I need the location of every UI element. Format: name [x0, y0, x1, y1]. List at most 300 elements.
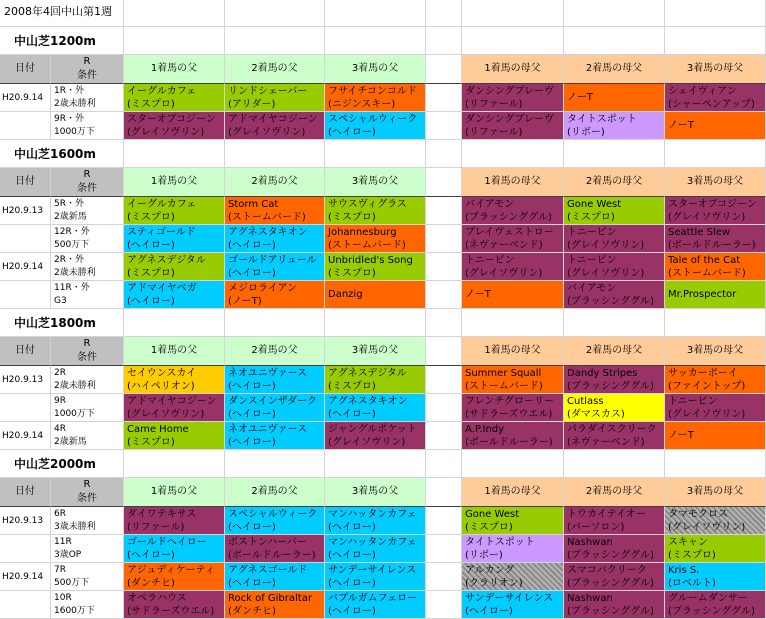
- empty-cell[interactable]: [564, 27, 665, 55]
- sire-name: Rock of Gibraltar: [228, 592, 312, 604]
- empty-cell[interactable]: [665, 140, 766, 168]
- empty-cell[interactable]: [325, 140, 426, 168]
- damsire-cell[interactable]: [665, 84, 766, 112]
- race-date: [0, 84, 51, 112]
- sire-cell[interactable]: [124, 253, 225, 281]
- damsire-line: (リファール): [465, 98, 523, 110]
- damsire-cell[interactable]: [665, 197, 766, 225]
- damsire-name: Summer Squall: [465, 367, 542, 379]
- sire-cell[interactable]: [325, 253, 426, 281]
- header-date-text: 日付: [15, 63, 35, 74]
- sire-line: (ヘイロー): [127, 549, 175, 561]
- damsire-name: Tale of the Cat: [668, 254, 741, 266]
- sire-line: (ノーT): [228, 295, 262, 307]
- empty-cell[interactable]: [426, 450, 462, 478]
- header-sire-text: 1着馬の父: [150, 63, 198, 74]
- damsire-cell[interactable]: [564, 84, 665, 112]
- sire-name: スペシャルウィーク: [228, 508, 318, 520]
- damsire-name: ノーT: [668, 120, 694, 131]
- sire-line: (ヘイロー): [228, 239, 276, 251]
- sire-name: アグネスデジタル: [328, 367, 407, 379]
- header-sire-text: 3着馬の父: [351, 345, 399, 356]
- empty-cell[interactable]: [426, 140, 462, 168]
- sire-cell[interactable]: [124, 281, 225, 309]
- damsire-cell[interactable]: [665, 394, 766, 422]
- empty-cell[interactable]: [325, 27, 426, 55]
- spacer-cell[interactable]: [426, 394, 462, 422]
- damsire-cell[interactable]: [462, 535, 564, 563]
- header-damsire: [665, 55, 766, 84]
- damsire-name: トニービン: [465, 254, 515, 266]
- damsire-cell[interactable]: [665, 112, 766, 140]
- header-sire: [124, 55, 225, 84]
- race-date: [0, 507, 51, 535]
- race-info: [51, 535, 124, 563]
- damsire-cell[interactable]: [564, 507, 665, 535]
- header-sire-text: 3着馬の父: [351, 63, 399, 74]
- sire-name: バブルガムフェロー: [328, 592, 418, 604]
- spacer-cell[interactable]: [426, 591, 462, 619]
- sire-name: Storm Cat: [228, 198, 279, 210]
- sire-line: (ミスプロ): [328, 267, 376, 279]
- damsire-cell[interactable]: [665, 281, 766, 309]
- sire-cell[interactable]: [124, 563, 225, 591]
- damsire-name: Mr.Prospector: [668, 289, 737, 300]
- sire-line: (ミスプロ): [328, 380, 376, 392]
- damsire-line: (ネヴァーベンド): [465, 239, 543, 251]
- race-condition: 2歳未勝利: [54, 380, 96, 391]
- damsire-line: (ミスプロ): [668, 549, 716, 561]
- sire-cell[interactable]: [325, 366, 426, 394]
- empty-cell[interactable]: [124, 0, 225, 27]
- race-number: 4R: [54, 423, 66, 434]
- damsire-cell[interactable]: [665, 535, 766, 563]
- damsire-line: (グレイソヴリン): [567, 267, 645, 279]
- header-sire: [225, 168, 325, 197]
- header-damsire-text: 3着馬の母父: [686, 63, 744, 74]
- spacer-cell[interactable]: [426, 422, 462, 450]
- empty-cell[interactable]: [564, 0, 665, 27]
- header-sire-text: 3着馬の父: [351, 176, 399, 187]
- damsire-name: Nashwan: [567, 592, 613, 604]
- damsire-cell[interactable]: [564, 422, 665, 450]
- sire-name: マンハッタンカフェ: [328, 508, 417, 520]
- damsire-name: タイトスポット: [465, 536, 535, 548]
- sire-cell[interactable]: [225, 422, 325, 450]
- race-info: [51, 563, 124, 591]
- sire-cell[interactable]: [325, 591, 426, 619]
- section-title: [0, 450, 124, 478]
- damsire-line: (シャーペンアップ): [668, 98, 755, 110]
- damsire-line: (グレイソヴリン): [567, 239, 645, 251]
- damsire-cell[interactable]: [462, 591, 564, 619]
- damsire-name: Dandy Stripes: [567, 367, 638, 379]
- sire-name: ダンスインザダーク: [228, 395, 318, 407]
- damsire-cell[interactable]: [564, 591, 665, 619]
- damsire-name: ノーT: [567, 92, 593, 103]
- sire-cell[interactable]: [325, 225, 426, 253]
- spacer-cell[interactable]: [426, 55, 462, 84]
- sire-cell[interactable]: [225, 197, 325, 225]
- section-title: [0, 140, 124, 168]
- damsire-name: パラダイスクリーク: [567, 423, 657, 435]
- sire-line: (ミスプロ): [127, 436, 175, 448]
- empty-cell[interactable]: [225, 309, 325, 337]
- sire-name: サウスヴィグラス: [328, 198, 407, 210]
- damsire-line: (グレイソヴリン): [465, 267, 543, 279]
- damsire-cell[interactable]: [564, 197, 665, 225]
- damsire-cell[interactable]: [462, 422, 564, 450]
- empty-cell[interactable]: [124, 27, 225, 55]
- sire-cell[interactable]: [124, 591, 225, 619]
- damsire-cell[interactable]: [462, 366, 564, 394]
- spacer-cell[interactable]: [426, 478, 462, 507]
- sire-name: イーグルカフェ: [127, 198, 197, 210]
- damsire-name: タマモクロス: [668, 508, 728, 520]
- empty-cell[interactable]: [462, 140, 564, 168]
- sire-cell[interactable]: [225, 84, 325, 112]
- sire-name: スペシャルウィーク: [328, 113, 418, 125]
- section-title: [0, 309, 124, 337]
- header-damsire: [665, 337, 766, 366]
- damsire-cell[interactable]: [665, 563, 766, 591]
- empty-cell[interactable]: [462, 309, 564, 337]
- damsire-cell[interactable]: [665, 366, 766, 394]
- empty-cell[interactable]: [665, 309, 766, 337]
- sire-cell[interactable]: [225, 535, 325, 563]
- damsire-name: タイトスポット: [567, 113, 637, 125]
- sire-cell[interactable]: [124, 84, 225, 112]
- header-damsire: [564, 168, 665, 197]
- damsire-cell[interactable]: [462, 84, 564, 112]
- damsire-cell[interactable]: [564, 563, 665, 591]
- sire-cell[interactable]: [325, 394, 426, 422]
- header-damsire-text: 2着馬の母父: [585, 63, 643, 74]
- section-title-text: 中山芝1800m: [14, 316, 96, 330]
- spacer-cell[interactable]: [426, 507, 462, 535]
- sire-name: ゴールドヘイロー: [127, 536, 207, 548]
- race-condition: 2歳未勝利: [54, 98, 96, 109]
- sire-line: (ミスプロ): [328, 211, 376, 223]
- header-damsire-text: 3着馬の母父: [686, 486, 744, 497]
- section-title-text: 中山芝1600m: [14, 147, 96, 161]
- sire-line: (ヘイロー): [328, 408, 376, 420]
- race-number: 11R・外: [54, 282, 90, 293]
- damsire-cell[interactable]: [462, 253, 564, 281]
- sire-line: (ダンチヒ): [228, 605, 276, 617]
- empty-cell[interactable]: [462, 27, 564, 55]
- damsire-cell[interactable]: [564, 366, 665, 394]
- damsire-line: (ストームバード): [668, 267, 746, 279]
- damsire-name: ノーT: [668, 430, 694, 441]
- spacer-cell[interactable]: [426, 112, 462, 140]
- empty-cell[interactable]: [426, 0, 462, 27]
- race-condition: 2歳新馬: [54, 436, 87, 447]
- spacer-cell[interactable]: [426, 337, 462, 366]
- empty-cell[interactable]: [124, 309, 225, 337]
- sire-name: アドマイヤコジーン: [228, 113, 318, 125]
- empty-cell[interactable]: [426, 27, 462, 55]
- header-sire: [325, 337, 426, 366]
- header-damsire-text: 1着馬の母父: [484, 345, 541, 356]
- race-condition: 2歳新馬: [54, 211, 87, 222]
- header-race-top: R: [83, 56, 91, 67]
- damsire-name: トニービン: [668, 395, 718, 407]
- damsire-cell[interactable]: [564, 394, 665, 422]
- sire-name: ボストンハーバー: [228, 536, 307, 548]
- damsire-cell[interactable]: [462, 197, 564, 225]
- race-date: [0, 394, 51, 422]
- spacer-cell[interactable]: [426, 225, 462, 253]
- damsire-cell[interactable]: [462, 507, 564, 535]
- sire-cell[interactable]: [225, 591, 325, 619]
- sire-cell[interactable]: [225, 112, 325, 140]
- sire-cell[interactable]: [225, 253, 325, 281]
- sire-name: アグネスデジタル: [127, 254, 206, 266]
- header-race: [51, 478, 124, 507]
- sire-line: (ヘイロー): [328, 549, 376, 561]
- damsire-line: (ミスプロ): [567, 211, 615, 223]
- damsire-cell[interactable]: [462, 563, 564, 591]
- damsire-name: サンデーサイレンス: [465, 592, 554, 604]
- empty-cell[interactable]: [325, 309, 426, 337]
- header-date: [0, 55, 51, 84]
- damsire-line: (ヘイロー): [465, 605, 513, 617]
- damsire-name: Nashwan: [567, 536, 613, 548]
- sire-line: (ヘイロー): [328, 605, 376, 617]
- damsire-cell[interactable]: [564, 281, 665, 309]
- sire-name: ゴールドアリュール: [228, 254, 317, 266]
- header-damsire: [564, 478, 665, 507]
- damsire-cell[interactable]: [462, 225, 564, 253]
- race-date-text: H20.9.13: [2, 374, 44, 385]
- header-date-text: 日付: [15, 176, 35, 187]
- spacer-cell[interactable]: [426, 253, 462, 281]
- sire-cell[interactable]: [325, 535, 426, 563]
- header-race-bottom: 条件: [77, 70, 97, 81]
- empty-cell[interactable]: [564, 309, 665, 337]
- sire-line: (ヘイロー): [328, 126, 376, 138]
- damsire-name: Seattle Slew: [668, 226, 731, 238]
- empty-cell[interactable]: [462, 450, 564, 478]
- section-title-text: 中山芝1200m: [14, 34, 96, 48]
- empty-cell[interactable]: [325, 450, 426, 478]
- damsire-name: トニービン: [567, 226, 617, 238]
- sire-line: (グレイソヴリン): [228, 126, 306, 138]
- header-sire: [124, 337, 225, 366]
- race-date: [0, 112, 51, 140]
- race-date: [0, 197, 51, 225]
- empty-cell[interactable]: [225, 140, 325, 168]
- sire-cell[interactable]: [124, 225, 225, 253]
- damsire-cell[interactable]: [462, 394, 564, 422]
- sire-line: (ハイペリオン): [127, 380, 195, 392]
- sire-line: (ダンチヒ): [127, 577, 175, 589]
- spacer-cell[interactable]: [426, 563, 462, 591]
- empty-cell[interactable]: [225, 0, 325, 27]
- sire-cell[interactable]: [325, 84, 426, 112]
- sire-cell[interactable]: [225, 394, 325, 422]
- header-damsire-text: 2着馬の母父: [585, 486, 643, 497]
- sire-cell[interactable]: [225, 225, 325, 253]
- sire-line: (ミスプロ): [127, 211, 175, 223]
- empty-cell[interactable]: [564, 450, 665, 478]
- header-damsire: [665, 168, 766, 197]
- sire-line: (グレイソヴリン): [328, 436, 406, 448]
- sire-name: サンデーサイレンス: [328, 564, 417, 576]
- race-condition: 3歳未勝利: [54, 521, 96, 532]
- sire-name: リンドシェーバー: [228, 85, 308, 97]
- spacer-cell[interactable]: [426, 366, 462, 394]
- damsire-name: シェイヴィアン: [668, 85, 737, 97]
- damsire-name: ブレイヴェストロー: [465, 226, 554, 238]
- empty-cell[interactable]: [124, 140, 225, 168]
- sire-cell[interactable]: [325, 281, 426, 309]
- header-race: [51, 168, 124, 197]
- sire-cell[interactable]: [124, 394, 225, 422]
- damsire-name: バイアモン: [567, 282, 617, 294]
- sire-line: (グレイソヴリン): [127, 126, 205, 138]
- damsire-cell[interactable]: [564, 253, 665, 281]
- empty-cell[interactable]: [665, 0, 766, 27]
- sire-cell[interactable]: [124, 535, 225, 563]
- sire-name: イーグルカフェ: [127, 85, 197, 97]
- race-date-text: H20.9.14: [2, 261, 44, 272]
- sire-cell[interactable]: [225, 563, 325, 591]
- damsire-line: (ボールドルーラー): [465, 436, 553, 448]
- race-info: [51, 197, 124, 225]
- sire-cell[interactable]: [225, 507, 325, 535]
- empty-cell[interactable]: [426, 309, 462, 337]
- header-damsire: [462, 168, 564, 197]
- empty-cell[interactable]: [225, 27, 325, 55]
- race-date-text: H20.9.13: [2, 205, 44, 216]
- damsire-name: フレンチグローリー: [465, 395, 554, 407]
- sire-cell[interactable]: [325, 422, 426, 450]
- damsire-line: (パーソロン): [567, 521, 625, 533]
- damsire-line: (クラリオン): [465, 577, 523, 589]
- race-number: 9R・外: [54, 113, 84, 124]
- damsire-name: アルカング: [465, 564, 515, 576]
- empty-cell[interactable]: [225, 450, 325, 478]
- sire-name: スティゴールド: [127, 226, 196, 238]
- damsire-cell[interactable]: [665, 591, 766, 619]
- race-date-text: H20.9.14: [2, 92, 44, 103]
- damsire-cell[interactable]: [665, 422, 766, 450]
- damsire-cell[interactable]: [665, 225, 766, 253]
- header-sire-text: 2着馬の父: [251, 63, 298, 74]
- sire-line: (ミスプロ): [127, 98, 175, 110]
- damsire-name: ノーT: [465, 289, 491, 300]
- sire-cell[interactable]: [325, 563, 426, 591]
- damsire-cell[interactable]: [564, 112, 665, 140]
- header-damsire: [462, 55, 564, 84]
- spacer-cell[interactable]: [426, 84, 462, 112]
- damsire-cell[interactable]: [564, 225, 665, 253]
- sire-line: (ヘイロー): [228, 521, 276, 533]
- sire-name: アドマイヤベガ: [127, 282, 197, 294]
- damsire-name: Gone West: [465, 508, 520, 520]
- empty-cell[interactable]: [462, 0, 564, 27]
- damsire-line: (ブラッシンググル): [567, 549, 654, 561]
- race-number: 6R: [54, 508, 66, 519]
- race-number: 11R: [54, 536, 72, 547]
- sire-cell[interactable]: [225, 366, 325, 394]
- sire-cell[interactable]: [124, 422, 225, 450]
- sire-cell[interactable]: [325, 112, 426, 140]
- sheet-title-text: 2008年4回中山第1週: [4, 5, 112, 18]
- sire-cell[interactable]: [225, 281, 325, 309]
- damsire-name: グルームダンサー: [668, 592, 748, 604]
- damsire-name: スキャン: [668, 536, 708, 548]
- sire-name: メジロライアン: [228, 282, 297, 294]
- header-sire-text: 3着馬の父: [351, 486, 399, 497]
- spacer-cell[interactable]: [426, 197, 462, 225]
- sire-name: アジュディケーティ: [127, 564, 215, 576]
- empty-cell[interactable]: [665, 27, 766, 55]
- race-date: [0, 253, 51, 281]
- sire-name: Johannesburg: [328, 226, 397, 238]
- race-date: [0, 563, 51, 591]
- damsire-cell[interactable]: [665, 507, 766, 535]
- sire-line: (ヘイロー): [228, 380, 276, 392]
- sire-line: (リファール): [127, 521, 185, 533]
- race-info: [51, 394, 124, 422]
- sire-cell[interactable]: [124, 197, 225, 225]
- spacer-cell[interactable]: [426, 168, 462, 197]
- header-sire: [225, 55, 325, 84]
- sire-name: アグネスタキオン: [228, 226, 308, 238]
- spacer-cell[interactable]: [426, 281, 462, 309]
- damsire-name: スマコバクリーク: [567, 564, 647, 576]
- header-date-text: 日付: [15, 345, 35, 356]
- damsire-cell[interactable]: [462, 112, 564, 140]
- damsire-cell[interactable]: [462, 281, 564, 309]
- sire-name: ネオユニヴァース: [228, 367, 307, 379]
- sire-line: (ヘイロー): [328, 577, 376, 589]
- damsire-line: (グレイソヴリン): [668, 211, 746, 223]
- sire-cell[interactable]: [325, 507, 426, 535]
- header-damsire: [462, 337, 564, 366]
- damsire-name: Kris S.: [668, 564, 700, 576]
- header-race-bottom: 条件: [77, 183, 97, 194]
- sire-line: (ミスプロ): [127, 267, 175, 279]
- damsire-line: (ブラッシンググル): [465, 211, 552, 223]
- damsire-line: (リボー): [567, 126, 605, 138]
- spacer-cell[interactable]: [426, 535, 462, 563]
- damsire-cell[interactable]: [564, 535, 665, 563]
- header-sire-text: 1着馬の父: [150, 486, 198, 497]
- sire-cell[interactable]: [124, 507, 225, 535]
- damsire-cell[interactable]: [665, 253, 766, 281]
- empty-cell[interactable]: [564, 140, 665, 168]
- sire-name: オペラハウス: [127, 592, 187, 604]
- race-info: [51, 84, 124, 112]
- sire-line: (サドラーズウエル): [127, 605, 215, 617]
- sire-line: (ニジンスキー): [328, 98, 396, 110]
- sire-cell[interactable]: [325, 197, 426, 225]
- empty-cell[interactable]: [124, 450, 225, 478]
- damsire-name: トウカイテイオー: [567, 508, 646, 520]
- race-number: 2R・外: [54, 254, 84, 265]
- header-date: [0, 337, 51, 366]
- sire-name: アドマイヤコジーン: [127, 395, 217, 407]
- header-date: [0, 168, 51, 197]
- empty-cell[interactable]: [665, 450, 766, 478]
- sire-cell[interactable]: [124, 366, 225, 394]
- sire-cell[interactable]: [124, 112, 225, 140]
- empty-cell[interactable]: [325, 0, 426, 27]
